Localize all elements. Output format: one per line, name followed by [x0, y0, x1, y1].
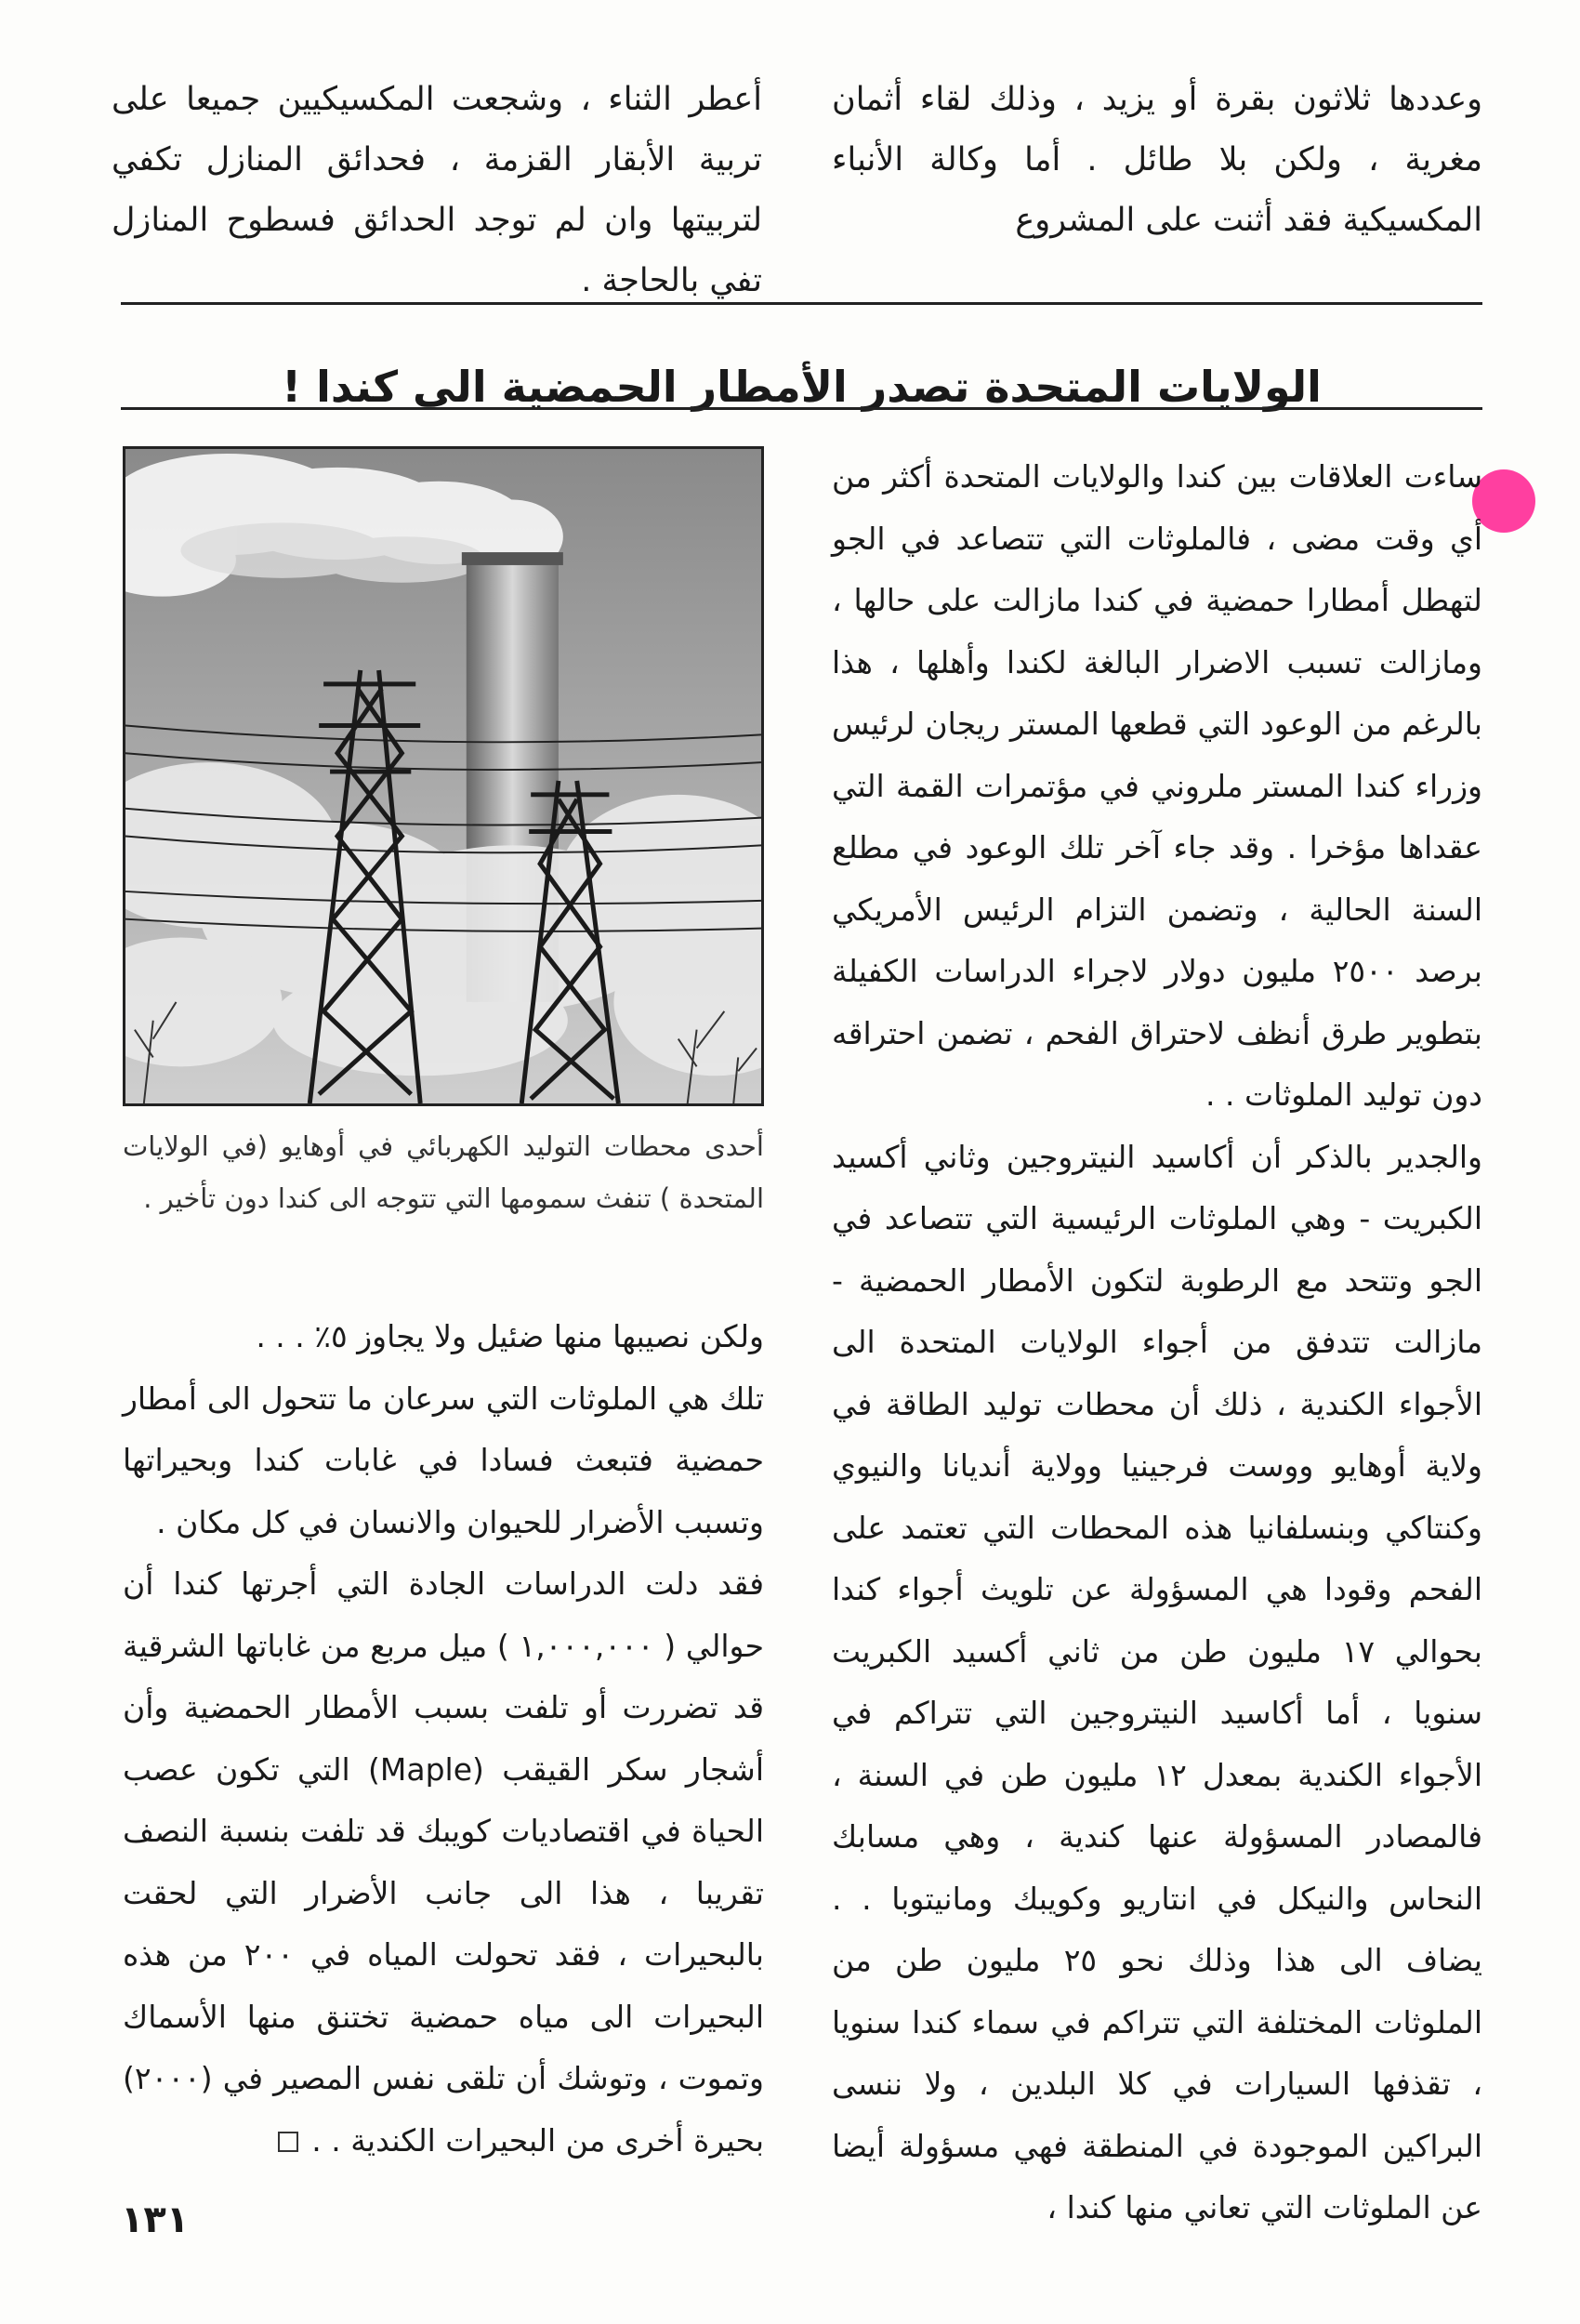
top-right-text: وعددها ثلاثون بقرة أو يزيد ، وذلك لقاء أثمان مغرية ، ولكن بلا طائل . أما وكالة الأنباء المكسيكية فقد أثنت على المشروع	[832, 81, 1482, 239]
article-left-column	[123, 1306, 764, 2172]
power-station-photo	[123, 446, 764, 1106]
article-paragraph-1: ساءت العلاقات بين كندا والولايات المتحدة أكثر من أي وقت مضى ، فالملوثات التي تتصاعد في الجو لتهطل أمطارا حمضية في كندا مازالت على حالها ، ومازالت تسبب الاضرار البالغة لكندا وأهلها ، هذا بالرغم من الوعود التي قطعها المستر ريجان لرئيس وزراء كندا المستر ملروني في مؤتمرات القمة التي عقداها مؤخرا . وقد جاء آخر تلك الوعود في مطلع السنة الحالية ، وتضمن التزام الرئيس الأمريكي برصد ٢٥٠٠ مليون دولار لاجراء الدراسات الكفيلة بتطوير طرق أنظف لاحتراق الفحم ، تضمن احتراقه دون توليد الملوثات . .	[832, 458, 1482, 1113]
headline-divider	[121, 407, 1482, 410]
photo-caption: أحدى محطات التوليد الكهربائي في أوهايو (في الولايات المتحدة ) تنفث سمومها التي تتوجه الى كندا دون تأخير .	[123, 1130, 764, 1214]
article-paragraph-5	[123, 1553, 764, 2172]
article-paragraph-5-text: فقد دلت الدراسات الجادة التي أجرتها كندا أن حوالي ( ١,٠٠٠,٠٠٠ ) ميل مربع من غاباتها الشرقية قد تضررت أو تلفت بسبب الأمطار الحمضية وأن أشجار سكر القيقب (Maple) التي تكون عصب الحياة في اقتصاديات كويبك قد تلفت بنسبة النصف تقريبا ، هذا الى جانب الأضرار التي لحقت بالبحيرات ، فقد تحولت المياه في ٢٠٠ من هذه البحيرات الى مياه حمضية تختنق منها الأسماك وتموت ، وتوشك أن تلقى نفس المصير في (٢٠٠٠) بحيرة أخرى من البحيرات الكندية . .	[123, 1565, 765, 2159]
article-paragraph-3: ولكن نصيبها منها ضئيل ولا يجاوز ٥٪ . . .	[256, 1318, 764, 1354]
top-right-column	[832, 70, 1482, 251]
article-right-column	[832, 446, 1482, 2239]
power-station-illustration	[125, 449, 761, 1103]
top-divider	[121, 302, 1482, 305]
article-headline: الولايات المتحدة تصدر الأمطار الحمضية الى كندا !	[282, 361, 1322, 412]
article-paragraph-2: والجدير بالذكر أن أكاسيد النيتروجين وثاني أكسيد الكبريت - وهي الملوثات الرئيسية التي تتصاعد في الجو وتتحد مع الرطوبة لتكون الأمطار الحمضية - مازالت تتدفق من أجواء الولايات المتحدة الى الأجواء الكندية ، ذلك أن محطات توليد الطاقة في ولاية أوهايو ووست فرجينيا وولاية أنديانا والنيوي وكنتاكي وبنسلفانيا هذه المحطات التي تعتمد على الفحم وقودا هي المسؤولة عن تلويث أجواء كندا بحوالي ١٧ مليون طن من ثاني أكسيد الكبريت سنويا ، أما أكاسيد النيتروجين التي تتراكم في الأجواء الكندية بمعدل ١٢ مليون طن في السنة ، فالمصادر المسؤولة عنها كندية ، وهي مسابك النحاس والنيكل في انتاريو وكويبك ومانيتوبا . . يضاف الى هذا وذلك نحو ٢٥ مليون طن من الملوثات المختلفة التي تتراكم في سماء كندا سنويا ، تقذفها السيارات في كلا البلدين ، ولا ننسى البراكين الموجودة في المنطقة فهي مسؤولة أيضا عن الملوثات التي تعاني منها كندا ،	[832, 1138, 1482, 2225]
top-left-column	[112, 70, 762, 311]
end-of-article-square	[278, 2132, 298, 2152]
article-paragraph-4: تلك هي الملوثات التي سرعان ما تتحول الى أمطار حمضية فتبعث فسادا في غابات كندا وبحيراتها وتسبب الأضرار للحيوان والانسان في كل مكان .	[123, 1380, 764, 1540]
top-left-text: أعطر الثناء ، وشجعت المكسيكيين جميعا على تربية الأبقار القزمة ، فحدائق المنازل تكفي لتربيتها وان لم توجد الحدائق فسطوح المنازل تفي بالحاجة .	[112, 81, 762, 299]
page-number: ١٣١	[121, 2199, 190, 2241]
